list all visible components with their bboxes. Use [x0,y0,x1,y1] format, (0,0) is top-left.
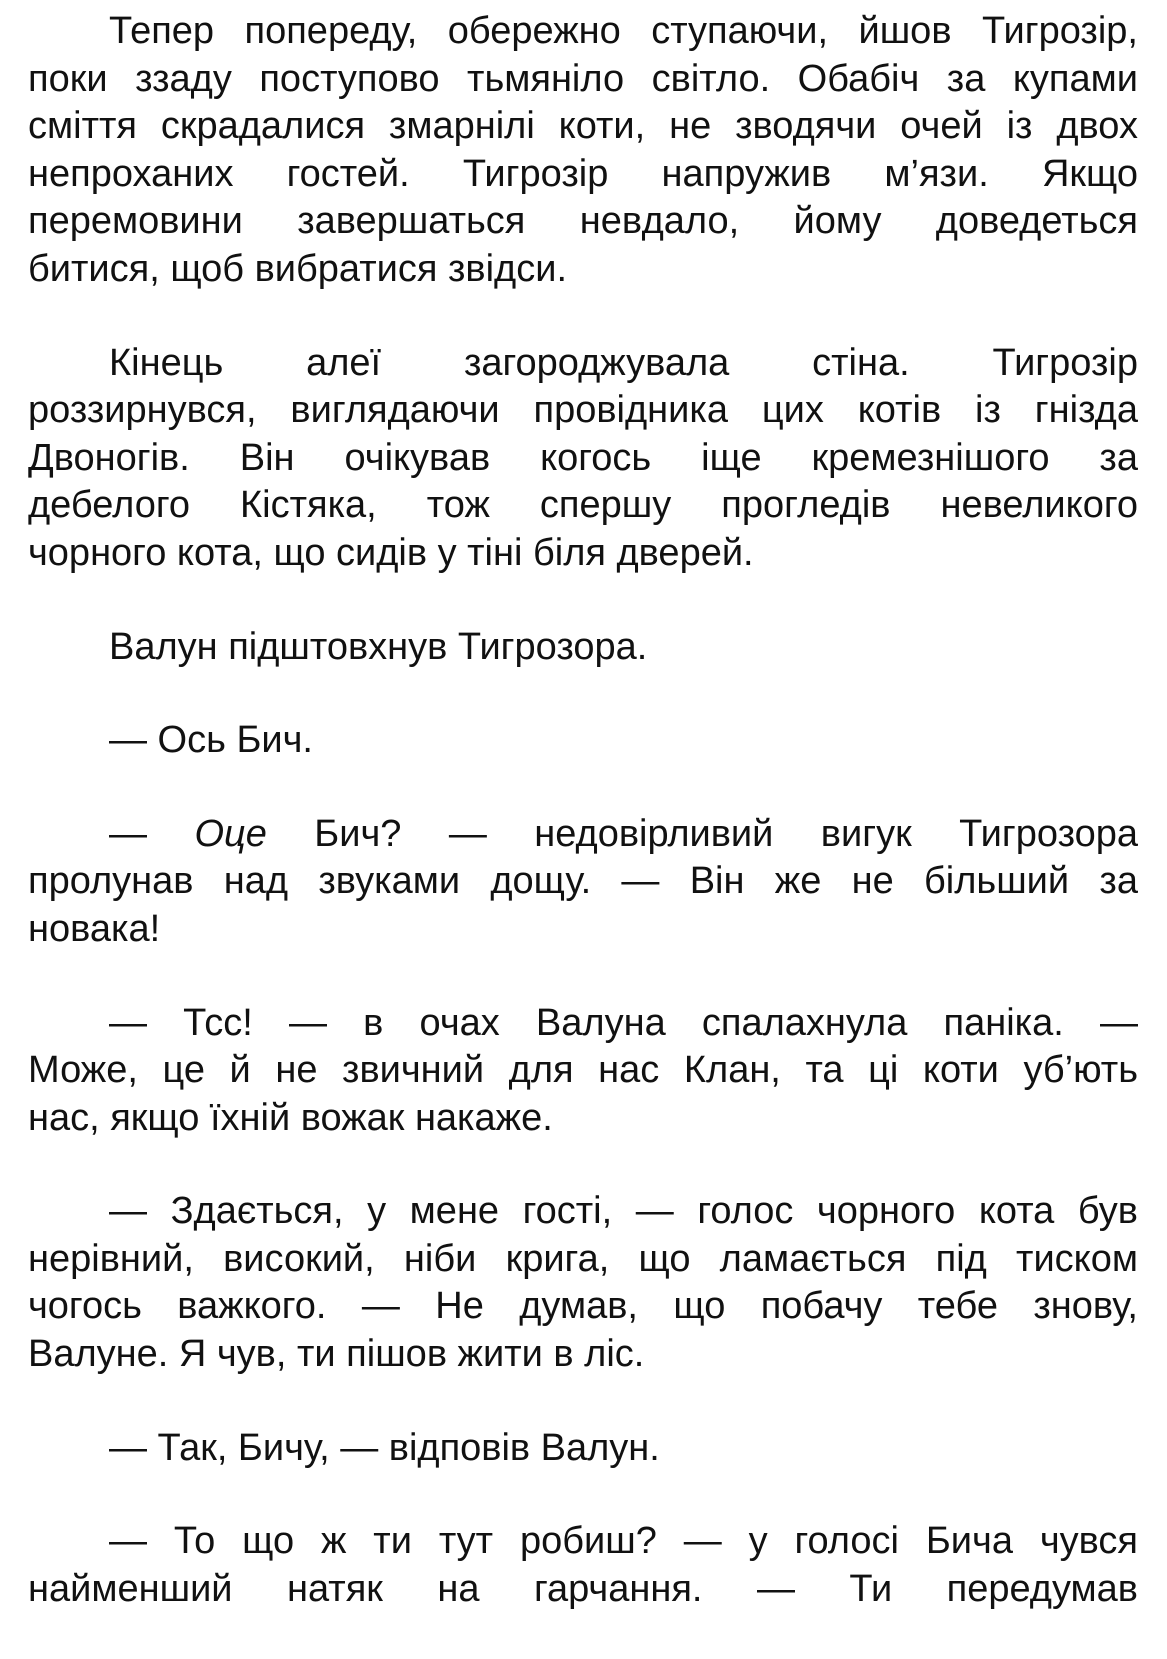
text-line: Валуне. Я чув, ти пішов жити в ліс. [28,1333,645,1376]
text-line: поки ззаду поступово тьмяніло світло. Обабіч за купами [28,57,1138,100]
text-line: новака! [28,907,161,950]
paragraph [28,811,1138,954]
text-line: чорного кота, що сидів у тіні біля дверей. [28,531,754,574]
text-line: сміття скрадалися змарнілі коти, не зводячи очей із двох [28,105,1138,148]
paragraph [28,1000,1138,1143]
paragraph [28,340,1138,578]
text-line: — Оце Бич? — недовірливий вигук Тигрозора [109,812,1138,855]
text-line: — То що ж ти тут робиш? — у голосі Бича чувся [109,1520,1138,1563]
text-line: Валун підштовхнув Тигрозора. [109,625,648,668]
text-line: — Ось Бич. [109,719,313,762]
paragraph [28,1518,1138,1613]
text-line: Тепер попереду, обережно ступаючи, йшов Тигрозір, [109,10,1138,52]
text-line: — Тсс! — в очах Валуна спалахнула паніка. — [109,1001,1138,1044]
text-line: Може, це й не звичний для нас Клан, та ці коти уб’ють [28,1049,1138,1092]
paragraph [28,717,1138,765]
text-line: — Здається, у мене гості, — голос чорного кота був [109,1190,1138,1233]
text-line: Кінець алеї загороджувала стіна. Тигрозір [109,341,1138,384]
paragraph [28,1425,1138,1473]
text-line: — Так, Бичу, — відповів Валун. [109,1426,660,1469]
document-page [28,8,1138,1659]
italic-emphasis: Оце [194,812,267,855]
text-line: найменший натяк на гарчання. — Ти передумав [28,1567,1138,1610]
text-line: нас, якщо їхній вожак накаже. [28,1096,553,1139]
text-line: дебелого Кістяка, тож спершу прогледів невеликого [28,484,1138,527]
text-line: чогось важкого. — Не думав, що побачу тебе знову, [28,1285,1138,1328]
text-line: пролунав над звуками дощу. — Він же не більший за [28,860,1138,903]
text-line: перемовини завершаться невдало, йому доведеться [28,200,1138,243]
text-line: роззирнувся, виглядаючи провідника цих котів із гнізда [28,389,1138,432]
text-line: нерівний, високий, ніби крига, що ламається під тиском [28,1237,1138,1280]
paragraph [28,624,1138,672]
text-line: непроханих гостей. Тигрозір напружив м’язи. Якщо [28,152,1138,195]
text-line: Двоногів. Він очікував когось іще кремезнішого за [28,436,1138,479]
paragraph [28,8,1138,294]
paragraph [28,1188,1138,1378]
text-line: битися, щоб вибратися звідси. [28,247,567,290]
